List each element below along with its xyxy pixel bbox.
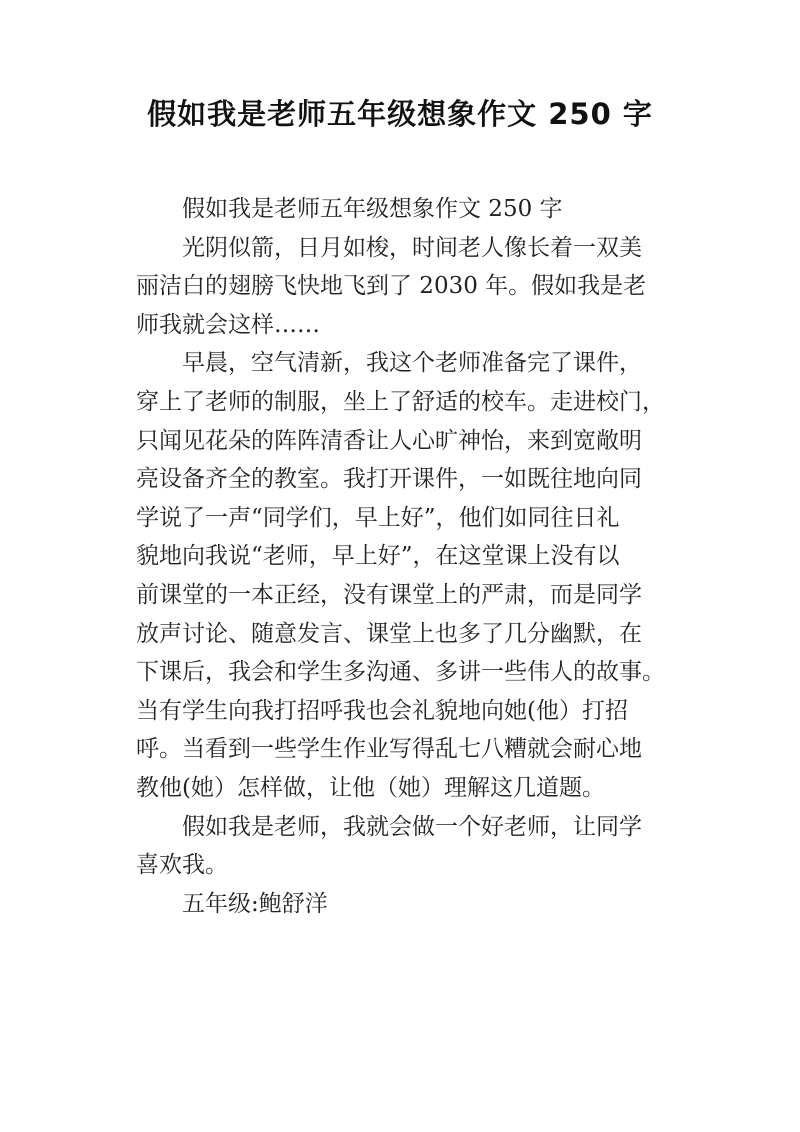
text-line: 前课堂的一本正经，没有课堂上的严肃，而是同学 bbox=[136, 581, 642, 608]
text-line: 假如我是老师，我就会做一个好老师，让同学 bbox=[182, 813, 642, 840]
text-line: 放声讨论、随意发言、课堂上也多了几分幽默，在 bbox=[136, 620, 642, 647]
text-line: 教他(她）怎样做，让他（她）理解这几道题。 bbox=[136, 774, 605, 801]
text-line: 貌地向我说“老师，早上好”，在这堂课上没有以 bbox=[136, 543, 620, 570]
text-line: 只闻见花朵的阵阵清香让人心旷神怡，来到宽敞明 bbox=[136, 427, 642, 454]
text-line: 下课后，我会和学生多沟通、多讲一些伟人的故事。 bbox=[136, 659, 665, 686]
text-line: 亮设备齐全的教室。我打开课件，一如既往地向同 bbox=[136, 466, 642, 493]
text-line: 穿上了老师的制服，坐上了舒适的校车。走进校门， bbox=[136, 388, 665, 415]
text-line: 五年级:鲍舒洋 bbox=[182, 890, 328, 917]
document-title: 假如我是老师五年级想象作文 250 字 bbox=[147, 97, 653, 131]
text-line: 假如我是老师五年级想象作文 250 字 bbox=[182, 196, 563, 222]
text-line: 丽洁白的翅膀飞快地飞到了 2030 年。假如我是老 bbox=[136, 273, 647, 300]
document-body bbox=[136, 190, 676, 923]
text-line: 光阴似箭，日月如梭，时间老人像长着一双美 bbox=[182, 234, 642, 261]
text-line: 学说了一声“同学们，早上好”，他们如同往日礼 bbox=[136, 504, 620, 531]
text-line: 师我就会这样…… bbox=[136, 311, 320, 338]
text-line: 当有学生向我打招呼我也会礼貌地向她(他）打招 bbox=[136, 697, 628, 724]
text-line: 呼。当看到一些学生作业写得乱七八糟就会耐心地 bbox=[136, 736, 642, 763]
text-line: 早晨，空气清新，我这个老师准备完了课件， bbox=[182, 350, 642, 377]
text-line: 喜欢我。 bbox=[136, 852, 228, 879]
